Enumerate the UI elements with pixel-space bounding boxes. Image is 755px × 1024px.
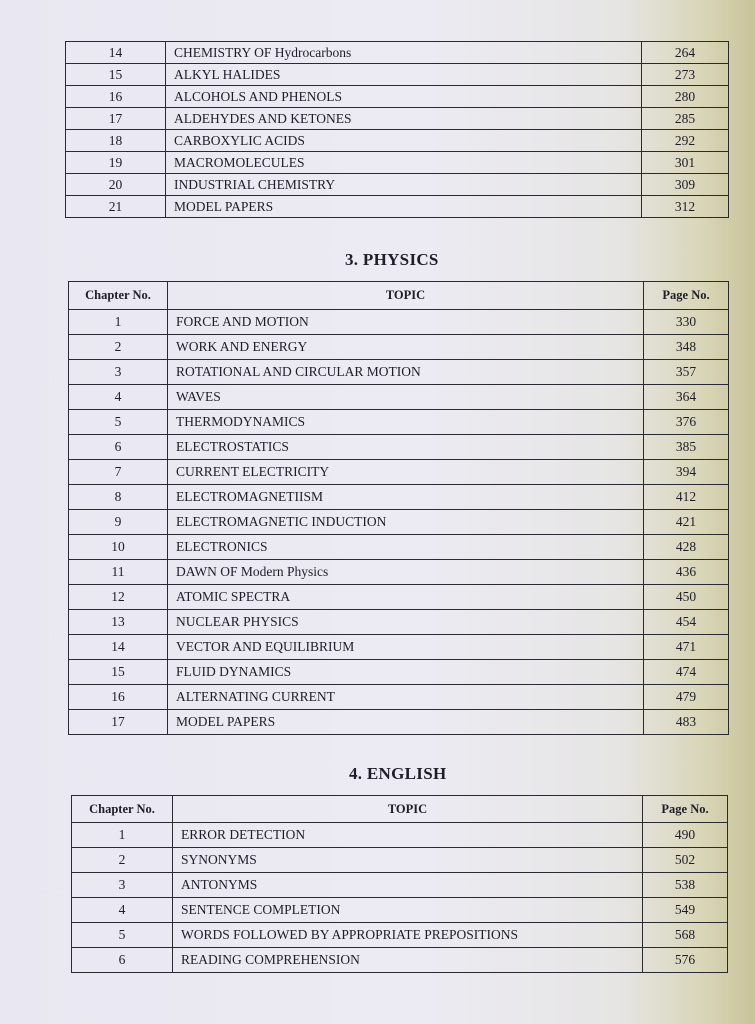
topic-cell: DAWN OF Modern Physics [168,560,644,585]
table-row [69,560,729,585]
table-row [69,685,729,710]
table-row [69,310,729,335]
page-number-cell: 301 [642,152,729,174]
topic-header: TOPIC [168,282,644,310]
chapter-number-cell: 1 [72,823,173,848]
table-row [69,660,729,685]
table-row [72,948,728,973]
physics-contents-table [68,281,729,735]
chapter-no-header: Chapter No. [72,796,173,823]
topic-cell: NUCLEAR PHYSICS [168,610,644,635]
chapter-number-cell: 14 [69,635,168,660]
chapter-number-cell: 11 [69,560,168,585]
page-number-cell: 479 [644,685,729,710]
page-number-cell: 428 [644,535,729,560]
table-row [69,510,729,535]
chapter-no-header: Chapter No. [69,282,168,310]
chemistry-contents-table [65,41,729,218]
chemistry-table-body [66,42,729,218]
table-row [72,898,728,923]
table-row [66,130,729,152]
table-header-row [72,796,728,823]
page-number-cell: 364 [644,385,729,410]
chapter-number-cell: 14 [66,42,166,64]
table-row [66,152,729,174]
table-row [66,174,729,196]
chapter-number-cell: 10 [69,535,168,560]
physics-table-body [69,310,729,735]
topic-cell: CARBOXYLIC ACIDS [166,130,642,152]
table-row [69,485,729,510]
topic-cell: ERROR DETECTION [173,823,643,848]
topic-cell: ANTONYMS [173,873,643,898]
page-number-cell: 273 [642,64,729,86]
table-row [69,435,729,460]
topic-cell: CURRENT ELECTRICITY [168,460,644,485]
chapter-number-cell: 12 [69,585,168,610]
table-row [72,873,728,898]
physics-section-heading: 3. PHYSICS [345,250,439,269]
table-row [69,460,729,485]
topic-cell: MACROMOLECULES [166,152,642,174]
topic-cell: FLUID DYNAMICS [168,660,644,685]
page-number-cell: 471 [644,635,729,660]
page-number-cell: 436 [644,560,729,585]
page-no-header: Page No. [643,796,728,823]
page-number-cell: 312 [642,196,729,218]
page-number-cell: 376 [644,410,729,435]
topic-cell: WORDS FOLLOWED BY APPROPRIATE PREPOSITIONS [173,923,643,948]
table-row [66,196,729,218]
topic-cell: ALKYL HALIDES [166,64,642,86]
table-row [69,610,729,635]
chapter-number-cell: 20 [66,174,166,196]
chapter-number-cell: 4 [69,385,168,410]
chapter-number-cell: 2 [69,335,168,360]
topic-header: TOPIC [173,796,643,823]
table-row [69,535,729,560]
table-row [69,635,729,660]
table-row [72,848,728,873]
page-number-cell: 538 [643,873,728,898]
topic-cell: MODEL PAPERS [168,710,644,735]
topic-cell: READING COMPREHENSION [173,948,643,973]
topic-cell: WAVES [168,385,644,410]
topic-cell: ALDEHYDES AND KETONES [166,108,642,130]
table-row [72,923,728,948]
topic-cell: ELECTROMAGNETIC INDUCTION [168,510,644,535]
chapter-number-cell: 3 [69,360,168,385]
page-number-cell: 394 [644,460,729,485]
page-number-cell: 385 [644,435,729,460]
table-row [69,360,729,385]
page-number-cell: 280 [642,86,729,108]
english-section-heading: 4. ENGLISH [349,764,447,783]
page-no-header: Page No. [644,282,729,310]
chapter-number-cell: 6 [72,948,173,973]
page-number-cell: 292 [642,130,729,152]
chapter-number-cell: 3 [72,873,173,898]
chapter-number-cell: 17 [69,710,168,735]
table-row [69,710,729,735]
page-number-cell: 309 [642,174,729,196]
chapter-number-cell: 9 [69,510,168,535]
topic-cell: INDUSTRIAL CHEMISTRY [166,174,642,196]
chapter-number-cell: 15 [66,64,166,86]
page-number-cell: 474 [644,660,729,685]
page-number-cell: 330 [644,310,729,335]
chapter-number-cell: 19 [66,152,166,174]
topic-cell: ROTATIONAL AND CIRCULAR MOTION [168,360,644,385]
table-row [72,823,728,848]
chapter-number-cell: 7 [69,460,168,485]
page-number-cell: 450 [644,585,729,610]
chapter-number-cell: 16 [69,685,168,710]
page-number-cell: 483 [644,710,729,735]
chapter-number-cell: 5 [69,410,168,435]
chapter-number-cell: 13 [69,610,168,635]
table-row [66,64,729,86]
chapter-number-cell: 8 [69,485,168,510]
table-row [69,335,729,360]
page-number-cell: 568 [643,923,728,948]
topic-cell: WORK AND ENERGY [168,335,644,360]
page-number-cell: 502 [643,848,728,873]
topic-cell: ALCOHOLS AND PHENOLS [166,86,642,108]
table-row [66,86,729,108]
english-table-body [72,823,728,973]
table-row [69,585,729,610]
page-number-cell: 264 [642,42,729,64]
table-row [66,42,729,64]
page-number-cell: 549 [643,898,728,923]
topic-cell: CHEMISTRY OF Hydrocarbons [166,42,642,64]
page-number-cell: 348 [644,335,729,360]
topic-cell: ALTERNATING CURRENT [168,685,644,710]
topic-cell: SENTENCE COMPLETION [173,898,643,923]
topic-cell: VECTOR AND EQUILIBRIUM [168,635,644,660]
table-row [66,108,729,130]
topic-cell: ELECTRONICS [168,535,644,560]
topic-cell: MODEL PAPERS [166,196,642,218]
chapter-number-cell: 18 [66,130,166,152]
topic-cell: ATOMIC SPECTRA [168,585,644,610]
chapter-number-cell: 5 [72,923,173,948]
chapter-number-cell: 21 [66,196,166,218]
english-contents-table [71,795,728,973]
chapter-number-cell: 1 [69,310,168,335]
chapter-number-cell: 4 [72,898,173,923]
chapter-number-cell: 6 [69,435,168,460]
table-row [69,410,729,435]
page-number-cell: 576 [643,948,728,973]
topic-cell: THERMODYNAMICS [168,410,644,435]
table-row [69,385,729,410]
chapter-number-cell: 2 [72,848,173,873]
topic-cell: ELECTROSTATICS [168,435,644,460]
page-number-cell: 490 [643,823,728,848]
page-number-cell: 454 [644,610,729,635]
topic-cell: FORCE AND MOTION [168,310,644,335]
page-number-cell: 421 [644,510,729,535]
chapter-number-cell: 16 [66,86,166,108]
page-number-cell: 412 [644,485,729,510]
chapter-number-cell: 17 [66,108,166,130]
chapter-number-cell: 15 [69,660,168,685]
page-number-cell: 285 [642,108,729,130]
table-header-row [69,282,729,310]
topic-cell: SYNONYMS [173,848,643,873]
topic-cell: ELECTROMAGNETIISM [168,485,644,510]
page-number-cell: 357 [644,360,729,385]
